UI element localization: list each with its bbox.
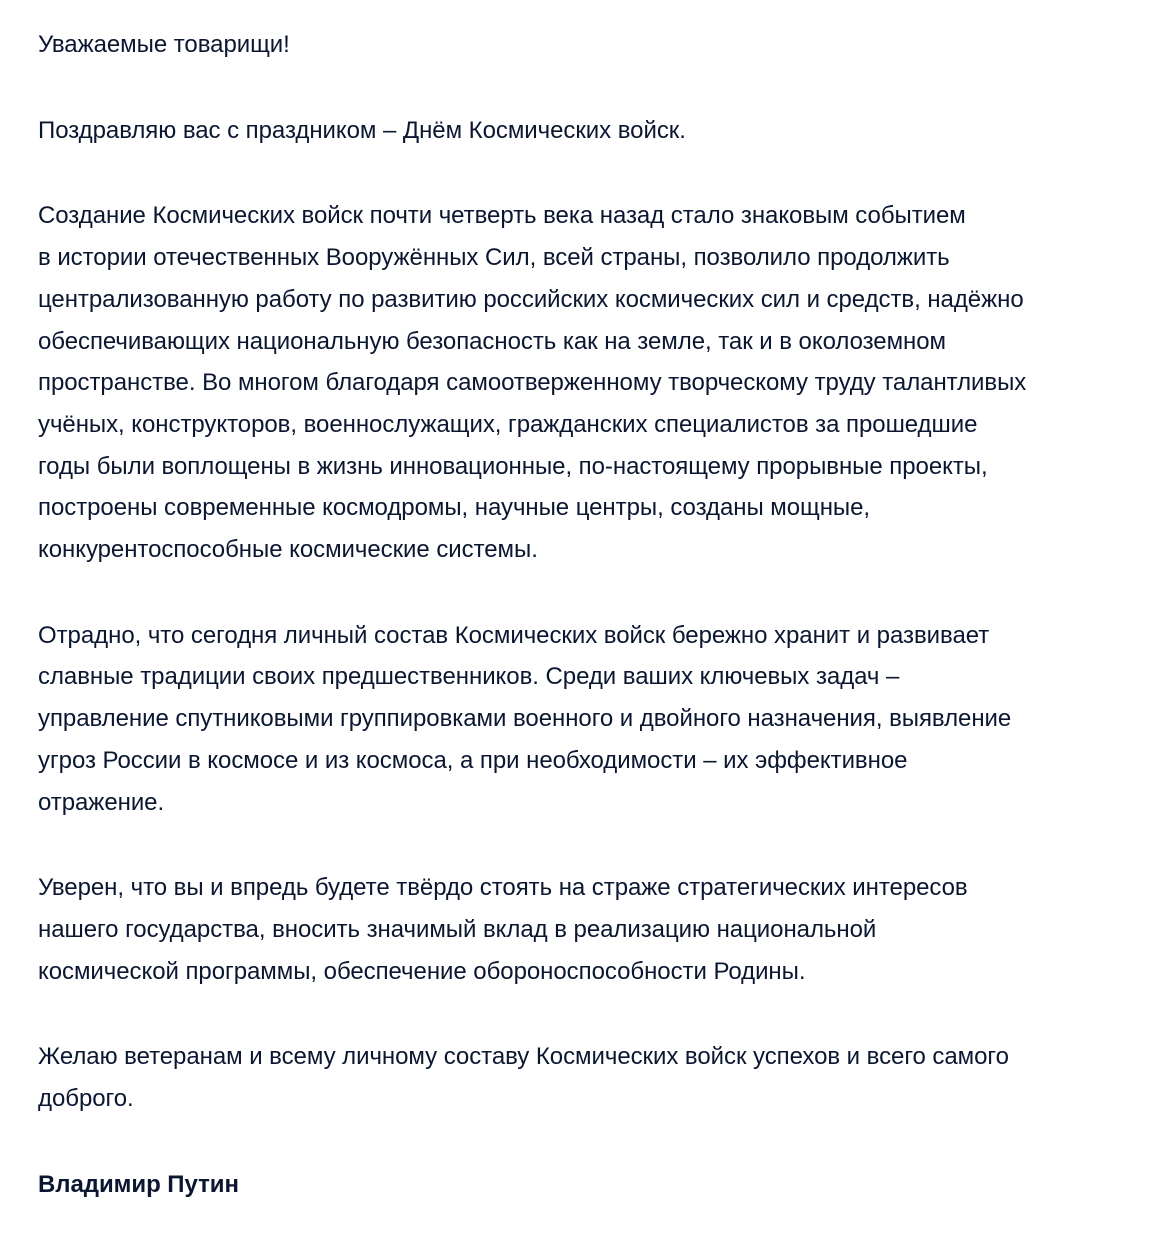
signature: Владимир Путин [38, 1170, 239, 1198]
paragraph-congratulation: Поздравляю вас с праздником – Днём Космических войск. [38, 116, 686, 144]
paragraph-wishes: Желаю ветеранам и всему личному составу Космических войск успехов и всего самого доброго. [38, 1043, 1009, 1113]
greeting-line: Уважаемые товарищи! [38, 31, 290, 58]
paragraph-confidence: Уверен, что вы и впредь будете твёрдо стоять на страже стратегических интересов нашего государства, вносить значимый вклад в реализацию национальной космической программы, обеспечение обороноспособности Родины. [38, 874, 968, 985]
paragraph-tasks: Отрадно, что сегодня личный состав Космических войск бережно хранит и развивает славные традиции своих предшественников. Среди ваших ключевых задач – управление спутниковыми группировками военного и двойного назначения, выявление угроз России в космосе и из космоса, а при необходимости – их эффективное отражение. [38, 621, 1012, 816]
paragraph-history: Создание Космических войск почти четверть века назад стало знаковым событием в истории отечественных Вооружённых Сил, всей страны, позволило продолжить централизованную работу по развитию российских космических сил и средств, надёжно обеспечивающих национальную безопасность как на земле, так и в околоземном пространстве. Во многом благодаря самоотверженному творческому труду талантливых учёных, конструкторов, военнослужащих, гражданских специалистов за прошедшие годы были воплощены в жизнь инновационные, по-настоящему прорывные проекты, построены современные космодромы, научные центры, созданы мощные, конкурентоспособные космические системы. [38, 202, 1027, 564]
